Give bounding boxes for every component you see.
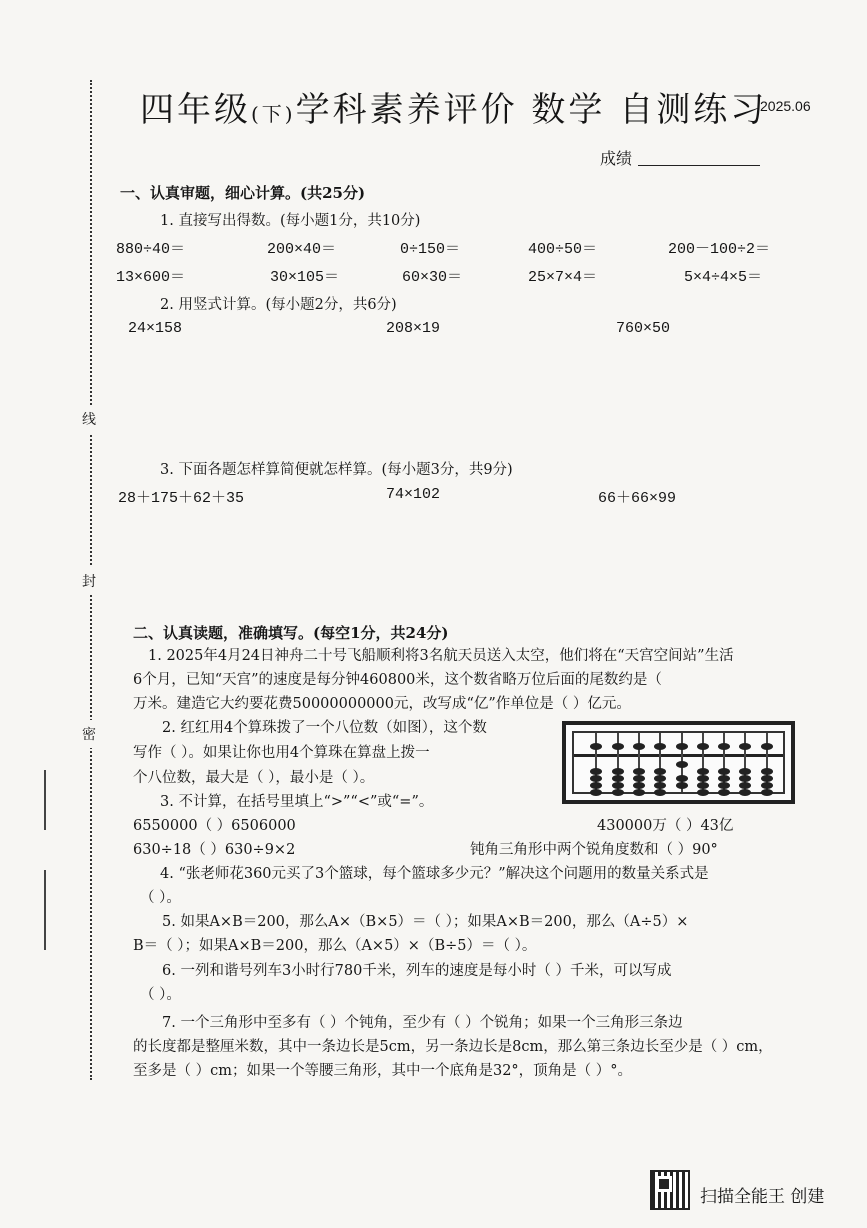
question-line: 5. 如果A×B＝200，那么A×（B×5）＝（ ）；如果A×B＝200，那么（A÷5）×: [162, 914, 689, 930]
abacus-bead: [633, 743, 645, 750]
question-line: 4. “张老师花360元买了3个篮球，每个篮球多少元？”解决这个问题用的数量关系式是: [160, 866, 709, 882]
abacus-bead: [739, 775, 751, 782]
calc-item: 200×40＝: [267, 241, 337, 258]
score-blank[interactable]: [638, 165, 760, 166]
title-term: (下): [251, 102, 296, 126]
abacus-bead: [654, 782, 666, 789]
q3-prompt: 3. 下面各题怎样算简便就怎样算。(每小题3分，共9分): [160, 462, 513, 478]
question-line: 1. 2025年4月24日神舟二十号飞船顺利将3名航天员送入太空，他们将在“天宫空间站”生活: [148, 648, 734, 664]
question-line: 7. 一个三角形中至多有（ ）个钝角，至少有（ ）个锐角；如果一个三角形三条边: [162, 1015, 683, 1031]
abacus-frame: [572, 731, 785, 794]
abacus-bead: [739, 743, 751, 750]
vertical-calc-item: 24×158: [128, 320, 183, 337]
abacus-bead: [633, 789, 645, 796]
question-line: 写作（ ）。如果让你也用4个算珠在算盘上拨一: [133, 745, 430, 761]
question-line: 6个月，已知“天宫”的速度是每分钟460800米，这个数省略万位后面的尾数约是（: [133, 672, 662, 688]
qr-code-icon: [652, 1172, 688, 1208]
margin-char-feng: 封: [82, 567, 96, 595]
abacus-bead: [633, 768, 645, 775]
abacus-bead: [739, 768, 751, 775]
calc-item: 60×30＝: [402, 269, 463, 286]
margin-char-xian: 线: [82, 405, 96, 433]
abacus-bead: [697, 743, 709, 750]
page-title: [140, 82, 767, 131]
abacus-beam: [574, 754, 783, 757]
compare-item: 6550000（ ）6506000: [133, 818, 296, 834]
calc-item: 25×7×4＝: [528, 269, 598, 286]
abacus-bead: [633, 775, 645, 782]
q2-prompt: 2. 用竖式计算。(每小题2分，共6分): [160, 297, 397, 313]
section2-heading: 二、认真读题，准确填写。(每空1分，共24分): [133, 624, 449, 642]
calc-item: 880÷40＝: [116, 241, 186, 258]
abacus-bead: [654, 743, 666, 750]
compare-item: 630÷18（ ）630÷9×2: [133, 842, 296, 858]
abacus-bead: [718, 782, 730, 789]
calc-item: 5×4÷4×5＝: [684, 269, 763, 286]
abacus-bead: [761, 768, 773, 775]
abacus-bead: [612, 775, 624, 782]
section1-heading: 一、认真审题，细心计算。(共25分): [120, 184, 366, 202]
abacus-bead: [718, 775, 730, 782]
simplify-item: 66＋66×99: [598, 490, 677, 507]
question-line: B＝（ ）；如果A×B＝200，那么（A×5）×（B÷5）＝（ ）。: [133, 938, 537, 954]
abacus-bead: [739, 789, 751, 796]
question-line: 万米。建造它大约要花费50000000000元，改写成“亿”作单位是（ ）亿元。: [133, 696, 631, 712]
abacus-bead: [697, 768, 709, 775]
q1-prompt: 1. 直接写出得数。(每小题1分，共10分): [160, 213, 421, 229]
abacus-bead: [590, 789, 602, 796]
calc-item: 200－100÷2＝: [668, 241, 771, 258]
abacus-bead: [718, 768, 730, 775]
abacus-bead: [761, 789, 773, 796]
calc-item: 13×600＝: [116, 269, 186, 286]
abacus-bead: [718, 743, 730, 750]
abacus-bead: [761, 775, 773, 782]
score-label: 成绩: [600, 149, 633, 168]
abacus-bead: [612, 743, 624, 750]
abacus-bead: [761, 782, 773, 789]
abacus-bead: [676, 775, 688, 782]
calc-item: 400÷50＝: [528, 241, 598, 258]
simplify-item: 28＋175＋62＋35: [118, 490, 245, 507]
scanner-watermark: 扫描全能王 创建: [700, 1187, 825, 1207]
question-line: 3. 不计算，在括号里填上“>”“<”或“=”。: [160, 794, 434, 810]
calc-item: 30×105＝: [270, 269, 340, 286]
abacus-bead: [676, 761, 688, 768]
vertical-calc-item: 760×50: [616, 320, 671, 337]
abacus-figure: [562, 721, 795, 804]
abacus-bead: [590, 768, 602, 775]
abacus-bead: [761, 743, 773, 750]
abacus-bead: [590, 743, 602, 750]
abacus-bead: [590, 775, 602, 782]
abacus-bead: [739, 782, 751, 789]
calc-item: 0÷150＝: [400, 241, 461, 258]
abacus-bead: [590, 782, 602, 789]
abacus-bead: [697, 775, 709, 782]
abacus-bead: [654, 789, 666, 796]
question-line: （ ）。: [140, 987, 181, 1003]
margin-tick: [44, 770, 46, 830]
margin-char-mi: 密: [82, 720, 96, 748]
simplify-item: 74×102: [386, 486, 441, 503]
question-line: 至多是（ ）cm；如果一个等腰三角形，其中一个底角是32°，顶角是（ ）°。: [133, 1063, 633, 1079]
question-line: 个八位数，最大是（ ），最小是（ ）。: [133, 770, 375, 786]
abacus-bead: [697, 789, 709, 796]
abacus-bead: [676, 782, 688, 789]
compare-item: 430000万（ ）43亿: [597, 818, 734, 834]
abacus-bead: [612, 782, 624, 789]
question-line: 2. 红红用4个算珠拨了一个八位数（如图），这个数: [162, 720, 487, 736]
exam-date: 2025.06: [760, 98, 811, 114]
question-line: 的长度都是整厘米数，其中一条边长是5cm，另一条边长是8cm，那么第三条边长至少是（ ）cm，: [133, 1039, 773, 1055]
title-grade: 四年级: [140, 90, 251, 130]
question-line: 6. 一列和谐号列车3小时行780千米，列车的速度是每小时（ ）千米，可以写成: [162, 963, 672, 979]
abacus-bead: [633, 782, 645, 789]
abacus-bead: [676, 743, 688, 750]
abacus-bead: [718, 789, 730, 796]
abacus-bead: [654, 775, 666, 782]
question-line: （ ）。: [140, 890, 181, 906]
abacus-bead: [654, 768, 666, 775]
margin-tick: [44, 870, 46, 950]
compare-item: 钝角三角形中两个锐角度数和（ ）90°: [470, 842, 718, 858]
title-subject: 学科素养评价 数学 自测练习: [295, 90, 768, 130]
abacus-bead: [697, 782, 709, 789]
abacus-bead: [612, 789, 624, 796]
abacus-bead: [612, 768, 624, 775]
vertical-calc-item: 208×19: [386, 320, 441, 337]
